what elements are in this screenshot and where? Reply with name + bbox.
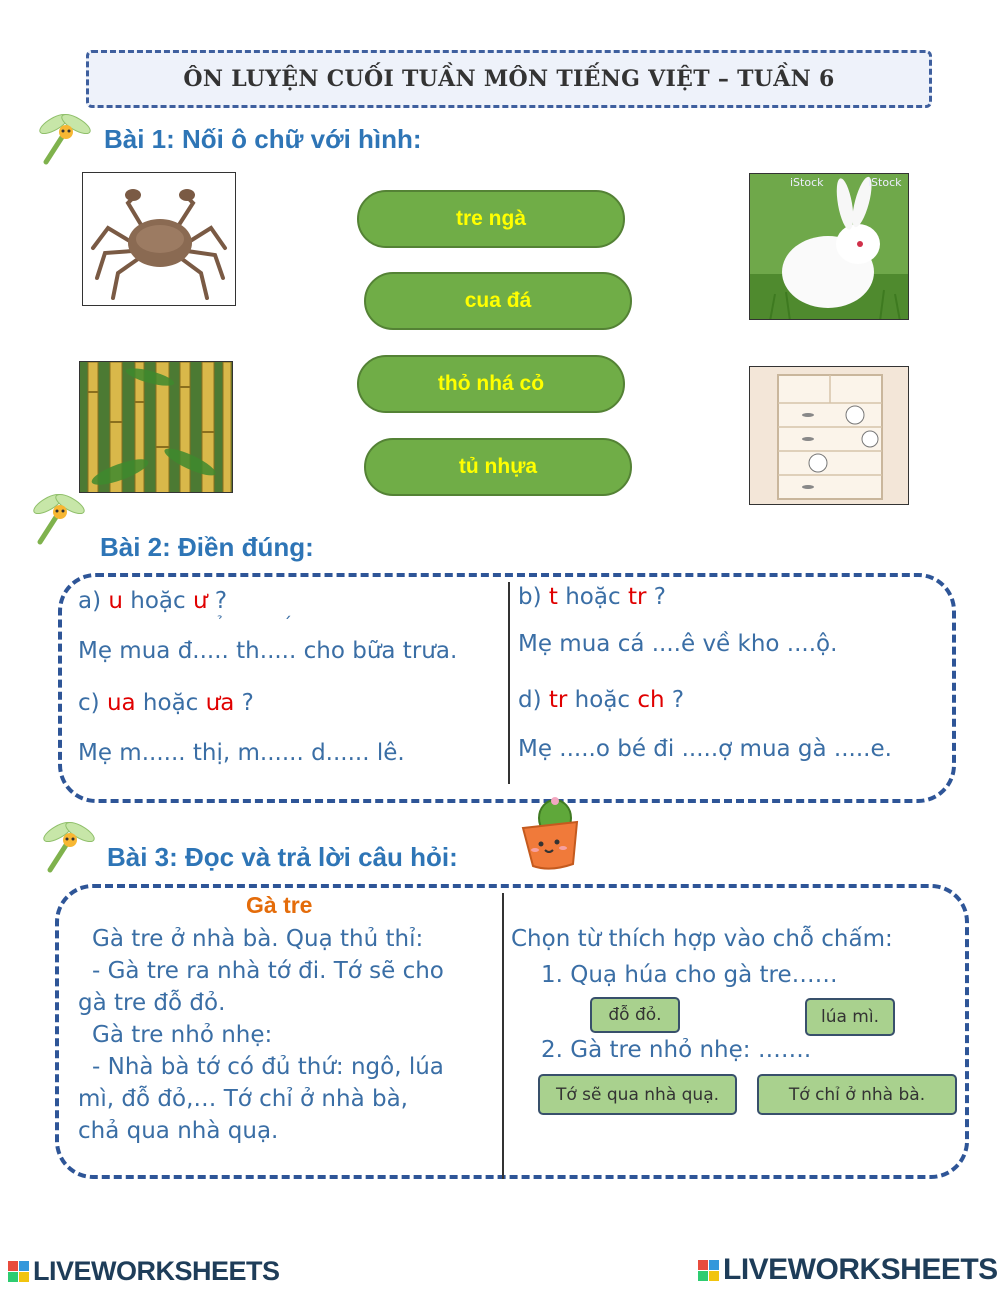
story-line: mì, đỗ đỏ,… Tớ chỉ ở nhà bà, — [78, 1086, 408, 1112]
bai2-c-sentence[interactable]: Mẹ m...... thị, m...... d...... lê. — [78, 740, 405, 766]
bai2-d-prompt: d) tr hoặc ch ? — [518, 687, 685, 713]
bai3-question-1: 1. Quạ húa cho gà tre…… — [541, 962, 838, 988]
dragonfly-icon — [36, 110, 96, 170]
title-banner — [86, 50, 932, 108]
bai3-divider — [502, 893, 504, 1179]
q2-option-o-nha-ba[interactable]: Tớ chỉ ở nhà bà. — [757, 1074, 957, 1115]
bai3-heading: Bài 3: Đọc và trả lời câu hỏi: — [107, 842, 458, 872]
rabbit-image — [749, 173, 909, 320]
istock-watermark: iStock — [790, 176, 824, 189]
bai2-b-prompt: b) t hoặc tr ? — [518, 584, 666, 610]
bai2-heading: Bài 2: Điền đúng: — [100, 532, 314, 562]
pill-tho-nha-co[interactable]: thỏ nhá cỏ — [357, 355, 625, 413]
bai2-c-prompt: c) ua hoặc ưa ? — [78, 690, 254, 716]
story-line: chả qua nhà quạ. — [78, 1118, 279, 1144]
bai2-d-sentence[interactable]: Mẹ .....o bé đi .....ợ mua gà .....e. — [518, 736, 892, 762]
bai3-instruction: Chọn từ thích hợp vào chỗ chấm: — [511, 926, 893, 952]
bai2-a-sentence[interactable]: Mẹ mua đ..... th..... cho bữa trưa. — [78, 638, 458, 664]
bai2-b-sentence[interactable]: Mẹ mua cá ....ê về kho ....ộ. — [518, 631, 838, 657]
story-line: - Nhà bà tớ có đủ thứ: ngô, lúa — [92, 1054, 444, 1080]
story-line: Gà tre nhỏ nhẹ: — [92, 1022, 273, 1048]
pill-cua-da[interactable]: cua đá — [364, 272, 632, 330]
story-line: gà tre đỗ đỏ. — [78, 990, 226, 1016]
q2-option-qua-nha-qua[interactable]: Tớ sẽ qua nhà quạ. — [538, 1074, 737, 1115]
istock-watermark: iStock — [868, 176, 902, 189]
liveworksheets-logo-left: LIVEWORKSHEETS — [8, 1256, 280, 1287]
bai2-divider — [508, 582, 510, 784]
liveworksheets-logo-right: LIVEWORKSHEETS — [698, 1253, 998, 1287]
story-line: - Gà tre ra nhà tớ đi. Tớ sẽ cho — [92, 958, 444, 984]
plastic-cabinet-image — [749, 366, 909, 505]
pill-tre-nga[interactable]: tre ngà — [357, 190, 625, 248]
liveworksheets-icon — [698, 1260, 719, 1281]
pill-tu-nhua[interactable]: tủ nhựa — [364, 438, 632, 496]
bai2-a-prompt: a) u hoặc ư ? — [78, 588, 228, 614]
story-line: Gà tre ở nhà bà. Quạ thủ thỉ: — [92, 926, 424, 952]
q1-option-lua-mi[interactable]: lúa mì. — [805, 998, 895, 1036]
crab-image — [82, 172, 236, 306]
bai3-question-2: 2. Gà tre nhỏ nhẹ: ……. — [541, 1037, 812, 1063]
dragonfly-icon — [30, 490, 90, 550]
q1-option-do-do[interactable]: đỗ đỏ. — [590, 997, 680, 1033]
dragonfly-icon — [40, 818, 100, 878]
story-title: Gà tre — [246, 892, 313, 918]
page-title: ÔN LUYỆN CUỐI TUẦN MÔN TIẾNG VIỆT – TUẦN 6 — [183, 66, 835, 92]
bai1-heading: Bài 1: Nối ô chữ với hình: — [104, 124, 422, 154]
bamboo-image — [79, 361, 233, 493]
liveworksheets-icon — [8, 1261, 29, 1282]
cactus-pot-icon — [515, 792, 585, 872]
